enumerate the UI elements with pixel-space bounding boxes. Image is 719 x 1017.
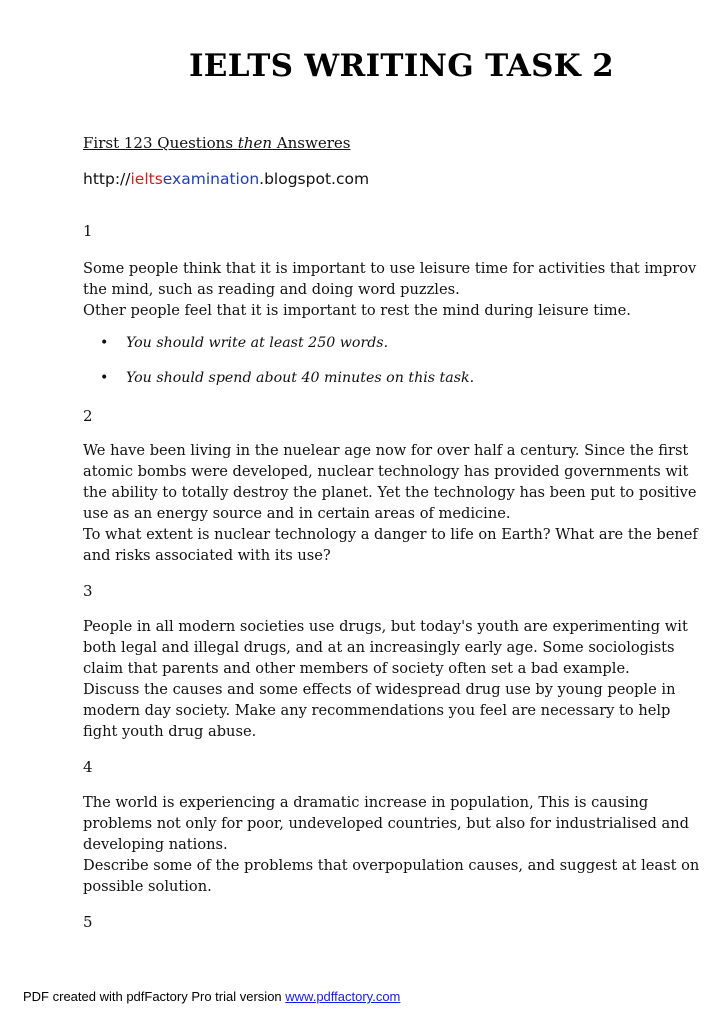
instruction-text: You should spend about 40 minutes on this task.	[126, 370, 475, 386]
question-4-line: problems not only for poor, undeveloped countries, but also for industrialised and	[83, 815, 689, 832]
question-1-line: the mind, such as reading and doing word puzzles.	[83, 281, 460, 298]
question-3-line: both legal and illegal drugs, and at an increasingly early age. Some sociologists	[83, 639, 675, 656]
instruction-text: You should write at least 250 words.	[126, 335, 389, 351]
pdf-footer	[23, 989, 400, 1004]
footer-link[interactable]: www.pdffactory.com	[285, 989, 401, 1004]
subtitle	[83, 134, 350, 152]
question-text-3	[83, 616, 719, 742]
question-1-line: Some people think that it is important to use leisure time for activities that improv	[83, 260, 697, 277]
question-2-line: use as an energy source and in certain areas of medicine.	[83, 505, 511, 522]
question-text-4	[83, 792, 719, 897]
question-4-line: The world is experiencing a dramatic increase in population, This is causing	[83, 794, 649, 811]
question-3-line: modern day society. Make any recommendations you feel are necessary to help	[83, 702, 671, 719]
question-text-2	[83, 440, 719, 566]
question-4-line: developing nations.	[83, 836, 228, 853]
question-2-line: We have been living in the nuelear age now for over half a century. Since the first	[83, 442, 689, 459]
question-3-line: claim that parents and other members of society often set a bad example.	[83, 660, 630, 677]
question-number-1: 1	[83, 222, 93, 240]
question-number-2: 2	[83, 407, 93, 425]
question-text-1	[83, 258, 719, 321]
blog-url[interactable]	[83, 170, 369, 188]
question-2-line: the ability to totally destroy the planet. Yet the technology has been put to positive	[83, 484, 697, 501]
question-4-line: Describe some of the problems that overpopulation causes, and suggest at least on	[83, 857, 700, 874]
question-2-line: atomic bombs were developed, nuclear technology has provided governments wit	[83, 463, 689, 480]
footer-text: PDF created with pdfFactory Pro trial version	[23, 989, 286, 1004]
question-3-line: People in all modern societies use drugs, but today's youth are experimenting wit	[83, 618, 688, 635]
url-blue-part: examination	[162, 170, 260, 188]
page-title: IELTS WRITING TASK 2	[188, 48, 614, 84]
question-number-4: 4	[83, 758, 93, 776]
question-number-3: 3	[83, 582, 93, 600]
url-suffix: .blogspot.com	[259, 170, 370, 188]
subtitle-part1: First 123 Questions	[83, 134, 238, 152]
question-2-line: and risks associated with its use?	[83, 547, 331, 564]
url-red-part: ielts	[130, 170, 163, 188]
question-4-line: possible solution.	[83, 878, 212, 895]
question-number-5: 5	[83, 913, 93, 931]
question-3-line: fight youth drug abuse.	[83, 723, 257, 740]
subtitle-italic: then	[237, 134, 273, 152]
question-1-line: Other people feel that it is important to rest the mind during leisure time.	[83, 302, 631, 319]
question-2-line: To what extent is nuclear technology a danger to life on Earth? What are the benef	[83, 526, 698, 543]
question-3-line: Discuss the causes and some effects of widespread drug use by young people in	[83, 681, 676, 698]
bullet-icon: •	[100, 335, 109, 351]
subtitle-part2: Answeres	[272, 134, 351, 152]
bullet-icon: •	[100, 370, 109, 386]
url-prefix: http://	[83, 170, 131, 188]
